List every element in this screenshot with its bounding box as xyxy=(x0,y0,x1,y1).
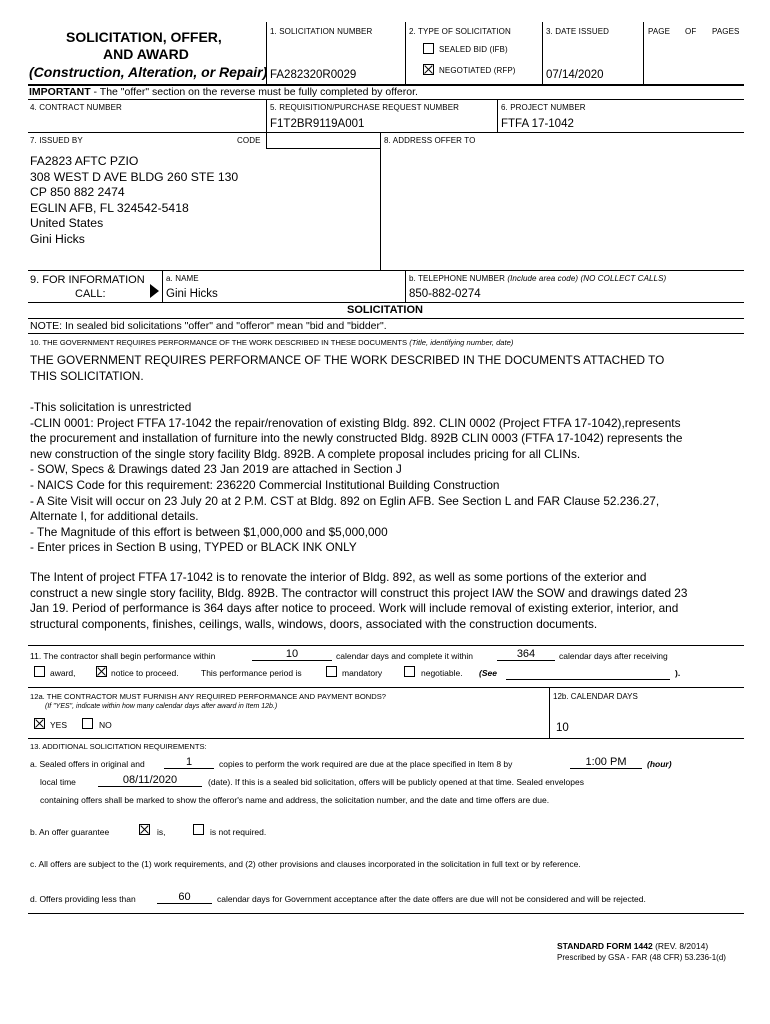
info-call-label: 9. FOR INFORMATION xyxy=(30,274,145,286)
work-description-p3: The Intent of project FTFA 17-1042 is to renovate the interior of Bldg. 892, as well as some portions of the exterior and construct a new single story facility, Bldg. 892B. The contractor will construct this project IAW the SOW and drawings dated 23 Jan 19. Period of performance is 364 days after notice to proceed. Work will include removal of existing exterior, interior, and structural components, finishes, ceilings, walls, windows, doors, associated with the construction documents. xyxy=(30,570,688,631)
project-number-label: 6. PROJECT NUMBER xyxy=(501,103,586,112)
item13-label: 13. ADDITIONAL SOLICITATION REQUIREMENTS: xyxy=(30,742,207,751)
item12a-sub: (If "YES", indicate within how many calendar days after award in Item 12b.) xyxy=(45,703,278,710)
solicitation-number[interactable]: FA282320R0029 xyxy=(270,69,357,81)
item13a-text4: (date). If this is a sealed bid solicitation, offers will be publicly opened at that time. Sealed envelopes xyxy=(208,777,584,787)
due-date-field[interactable]: 08/11/2020 xyxy=(98,774,202,787)
page-label: PAGE xyxy=(648,27,671,36)
work-description-p2: -This solicitation is unrestricted -CLIN 0001: Project FTFA 17-1042 the repair/renovation of existing Bldg. 892. CLIN 0002 (Project FTFA 17-1042),represents the procurement and installation of furniture into the newly constructed Bldg. 892B CLIN 0003 (FTFA 17-1042) represents the new construction of the single story facility Bldg. 892B. A complete proposal includes pricing for all CLINs. - SOW, Specs & Drawings dated 23 Jan 2019 are attached in Section J - NAICS Code for this requirement: 236220 Commercial Institutional Building Construction - A Site Visit will occur on 23 July 20 at 2 P.M. CST at Bldg. 892 on Eglin AFB. See Section L and FAR Clause 52.236.27, Alternate I, for additional details. - The Magnitude of this effort is between $1,000,000 and $5,000,000 - Enter prices in Section B using, TYPED or BLACK INK ONLY xyxy=(30,400,683,555)
telephone-label-b: (Include area code) (NO COLLECT CALLS) xyxy=(507,274,667,283)
code-label: CODE xyxy=(237,136,261,145)
guarantee-not-checkbox[interactable] xyxy=(193,824,204,835)
mandatory-label: mandatory xyxy=(342,668,383,678)
negotiated-label: NEGOTIATED (RFP) xyxy=(439,66,516,75)
item13a-text5: containing offers shall be marked to show the offeror's name and address, the solicitation number, and the date and time offers are due. xyxy=(40,795,550,805)
important-word: IMPORTANT xyxy=(29,86,91,98)
bond-days[interactable]: 10 xyxy=(556,722,569,734)
project-number[interactable]: FTFA 17-1042 xyxy=(501,118,574,130)
note-text: NOTE: In sealed bid solicitations "offer" and "offeror" mean "bid and "bidder". xyxy=(30,320,387,332)
item11-text3: calendar days after receiving xyxy=(559,651,668,661)
bonds-no-checkbox[interactable] xyxy=(82,718,93,729)
form-name: STANDARD FORM 1442 xyxy=(557,941,653,951)
item12a-label: 12a. THE CONTRACTOR MUST FURNISH ANY REQUIRED PERFORMANCE AND PAYMENT BONDS? xyxy=(30,692,386,701)
form-revision: (REV. 8/2014) xyxy=(652,941,709,951)
item13d-text2: calendar days for Government acceptance after the date offers are due will not be considered and will be rejected. xyxy=(217,894,646,904)
guarantee-is-checkbox[interactable] xyxy=(139,824,150,835)
issued-by-line: United States xyxy=(30,216,104,230)
requisition-label: 5. REQUISITION/PURCHASE REQUEST NUMBER xyxy=(270,103,460,112)
item13b-text: b. An offer guarantee xyxy=(30,827,110,837)
guarantee-is-label: is, xyxy=(157,827,166,837)
solicitation-type-label: 2. TYPE OF SOLICITATION xyxy=(409,27,511,36)
complete-days-field[interactable]: 364 xyxy=(497,648,555,661)
item11-text2: calendar days and complete it within xyxy=(336,651,474,661)
address-offer-label: 8. ADDRESS OFFER TO xyxy=(384,136,476,145)
due-time-field[interactable]: 1:00 PM xyxy=(570,756,642,769)
contact-phone[interactable]: 850-882-0274 xyxy=(409,288,481,300)
start-days-field[interactable]: 10 xyxy=(252,648,332,661)
item10-label-a: 10. THE GOVERNMENT REQUIRES PERFORMANCE OF THE WORK DESCRIBED IN THESE DOCUMENTS xyxy=(30,338,410,347)
important-text: - The "offer" section on the reverse must be fully completed by offeror. xyxy=(90,86,418,98)
contact-name[interactable]: Gini Hicks xyxy=(166,288,218,300)
issued-by-line: 308 WEST D AVE BLDG 260 STE 130 xyxy=(30,170,239,184)
item11-text1: 11. The contractor shall begin performance within xyxy=(30,651,216,661)
copies-field[interactable]: 1 xyxy=(164,756,214,769)
bonds-yes-label: YES xyxy=(50,720,68,730)
item10-label-b: (Title, identifying number, date) xyxy=(409,338,514,347)
ntp-label: notice to proceed. xyxy=(111,668,179,678)
item13a-text2: copies to perform the work required are due at the place specified in Item 8 by xyxy=(219,759,513,769)
acceptance-days-field[interactable]: 60 xyxy=(157,891,212,904)
negotiated-checkbox[interactable] xyxy=(423,64,434,75)
issued-by-line: CP 850 882 2474 xyxy=(30,185,125,199)
award-label: award, xyxy=(50,668,76,678)
work-description-p1: THE GOVERNMENT REQUIRES PERFORMANCE OF THE WORK DESCRIBED IN THE DOCUMENTS ATTACHED TO THIS SOLICITATION. xyxy=(30,353,665,383)
hour-label: (hour) xyxy=(647,759,672,769)
see-close: ). xyxy=(675,668,681,678)
solicitation-number-label: 1. SOLICITATION NUMBER xyxy=(270,27,373,36)
form-title-line3: (Construction, Alteration, or Repair) xyxy=(29,64,268,80)
ntp-checkbox[interactable] xyxy=(96,666,107,677)
local-time-label: local time xyxy=(40,777,76,787)
mandatory-checkbox[interactable] xyxy=(326,666,337,677)
see-field[interactable] xyxy=(506,666,670,680)
item13a-text1: a. Sealed offers in original and xyxy=(30,759,145,769)
item13c-text: c. All offers are subject to the (1) work requirements, and (2) other provisions and clauses incorporated in the solicitation in full text or by reference. xyxy=(30,859,581,869)
item12b-label: 12b. CALENDAR DAYS xyxy=(553,692,638,701)
issued-by-line: Gini Hicks xyxy=(30,232,85,246)
pointer-arrow-icon xyxy=(150,284,159,298)
award-checkbox[interactable] xyxy=(34,666,45,677)
date-issued-label: 3. DATE ISSUED xyxy=(546,27,610,36)
guarantee-not-label: is not required. xyxy=(210,827,267,837)
issued-by-line: EGLIN AFB, FL 324542-5418 xyxy=(30,201,189,215)
telephone-label xyxy=(409,274,666,283)
solicitation-heading: SOLICITATION xyxy=(347,304,423,316)
item10-label xyxy=(30,338,513,347)
item11-text4: This performance period is xyxy=(201,668,302,678)
item13d-text1: d. Offers providing less than xyxy=(30,894,136,904)
requisition-number[interactable]: F1T2BR9119A001 xyxy=(270,118,365,130)
bonds-yes-checkbox[interactable] xyxy=(34,718,45,729)
telephone-label-a: b. TELEPHONE NUMBER xyxy=(409,274,508,283)
date-issued[interactable]: 07/14/2020 xyxy=(546,69,604,81)
sealed-bid-checkbox[interactable] xyxy=(423,43,434,54)
form-number xyxy=(557,941,708,951)
prescribed-by: Prescribed by GSA - FAR (48 CFR) 53.236-1(d) xyxy=(557,953,726,962)
contact-name-label: a. NAME xyxy=(166,274,199,283)
info-call-label2: CALL: xyxy=(75,288,106,300)
important-note xyxy=(29,86,418,98)
issued-by-label: 7. ISSUED BY xyxy=(30,136,83,145)
contract-number-label: 4. CONTRACT NUMBER xyxy=(30,103,122,112)
negotiable-checkbox[interactable] xyxy=(404,666,415,677)
form-title-line1: SOLICITATION, OFFER, xyxy=(66,29,222,45)
pages-label: PAGES xyxy=(712,27,740,36)
sealed-bid-label: SEALED BID (IFB) xyxy=(439,45,508,54)
bonds-no-label: NO xyxy=(99,720,112,730)
issued-by-line: FA2823 AFTC PZIO xyxy=(30,154,139,168)
negotiable-label: negotiable. xyxy=(421,668,463,678)
form-title-line2: AND AWARD xyxy=(103,46,189,62)
of-label: OF xyxy=(685,27,697,36)
see-label: (See xyxy=(479,668,497,678)
